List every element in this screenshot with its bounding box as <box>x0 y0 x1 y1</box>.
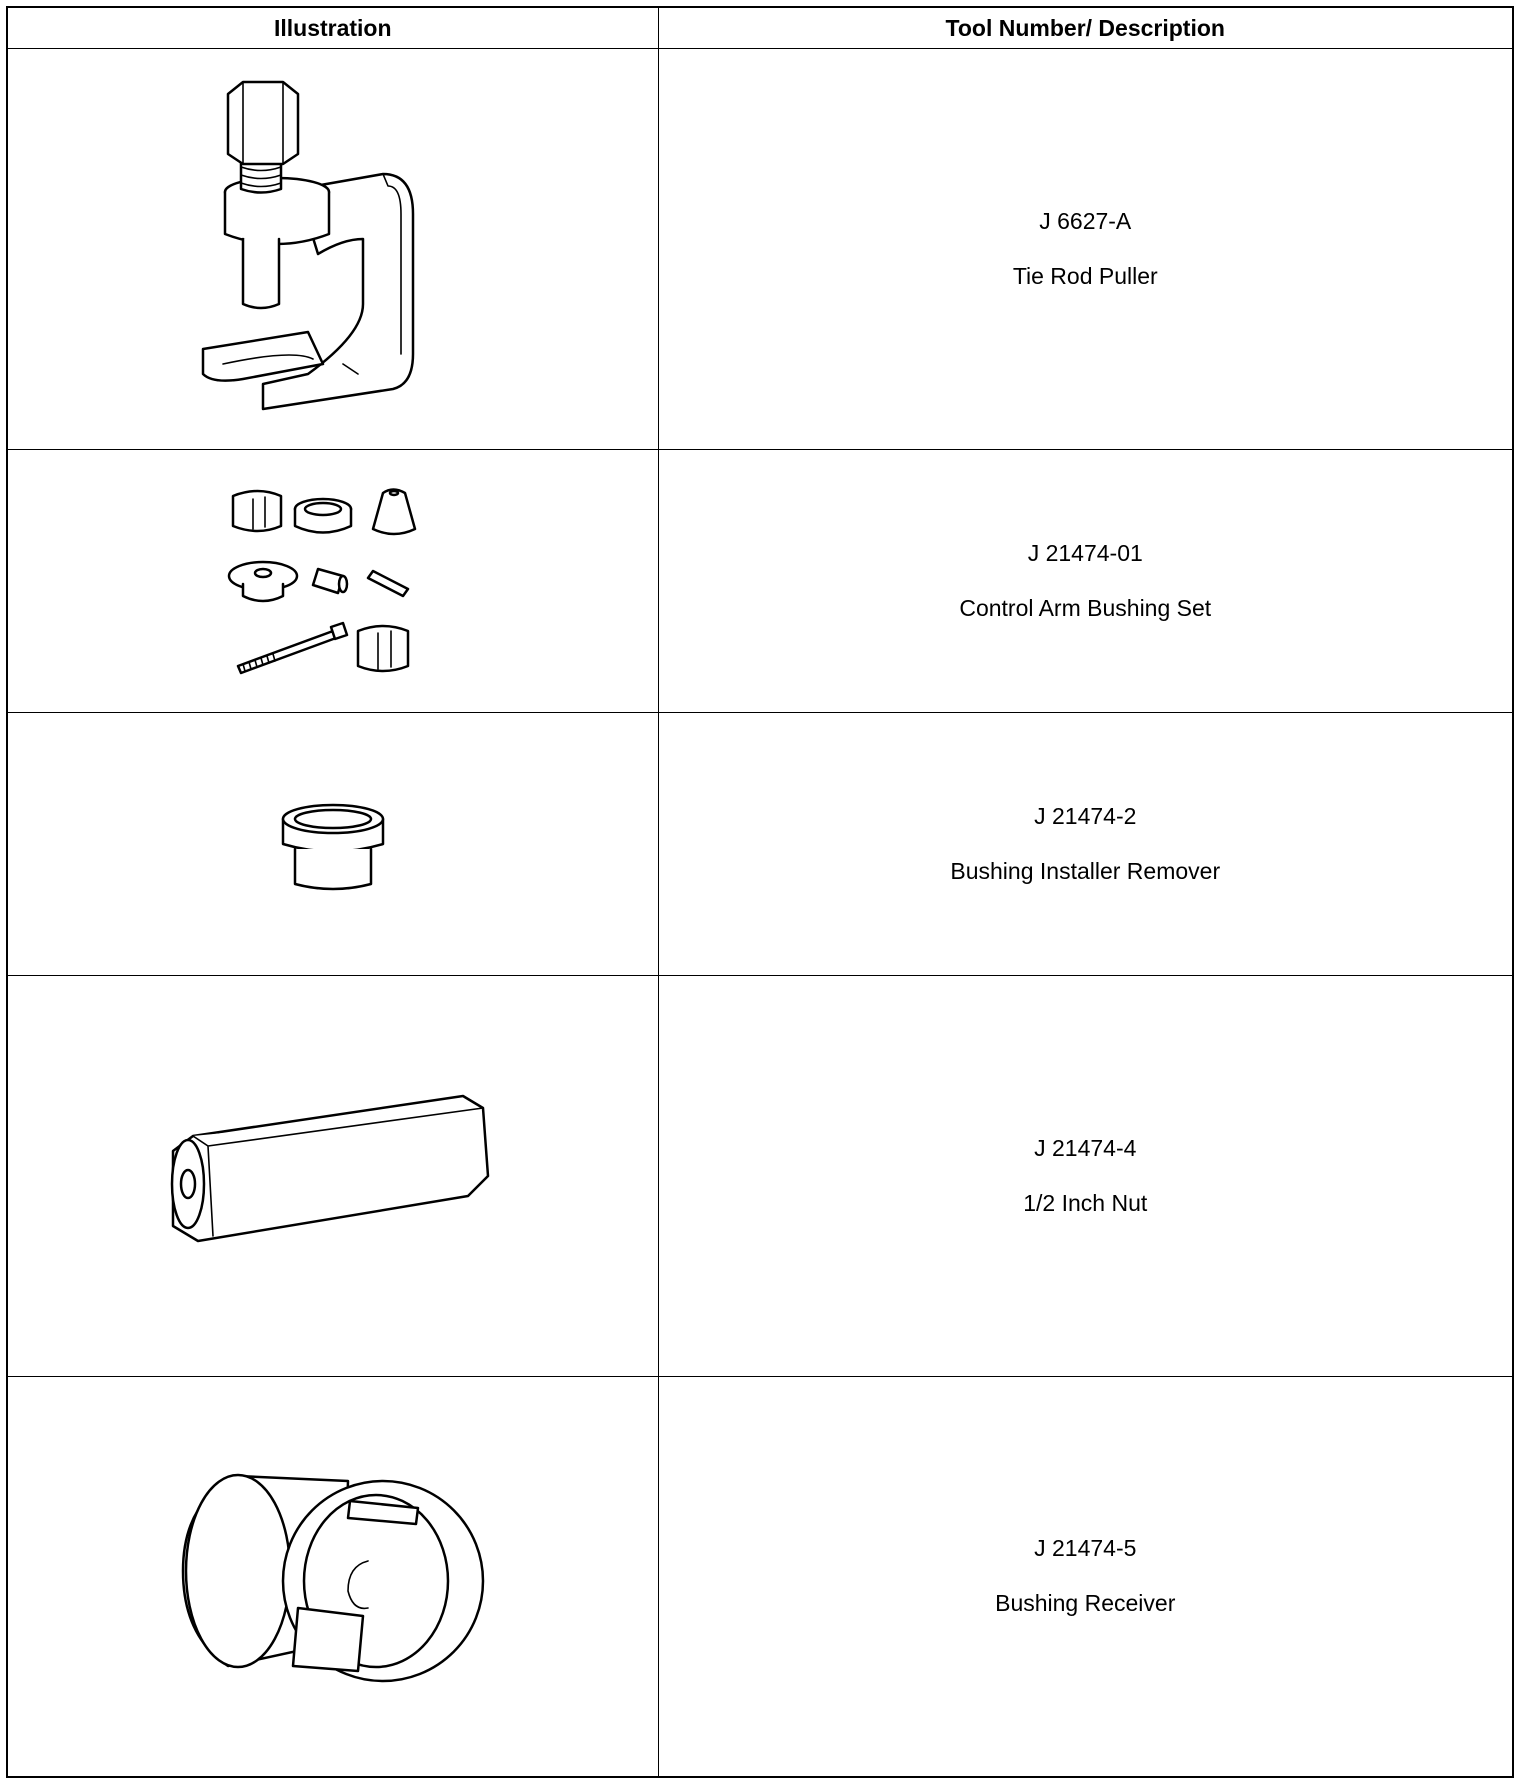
table-row <box>7 713 1513 976</box>
illustration-cell <box>7 976 658 1377</box>
tool-number: J 21474-5 <box>1034 1535 1137 1562</box>
tool-number: J 21474-2 <box>1034 803 1137 829</box>
tool-description-cell <box>658 450 1513 713</box>
tool-number: J 21474-4 <box>1034 1135 1137 1161</box>
special-tools-table <box>6 6 1514 1778</box>
tool-description-cell <box>658 976 1513 1377</box>
illustration-cell <box>7 1377 658 1777</box>
table-row <box>7 976 1513 1377</box>
tool-description: Bushing Receiver <box>995 1590 1176 1617</box>
tool-description: Tie Rod Puller <box>1012 263 1158 289</box>
tool-description-cell <box>658 49 1513 450</box>
hex-nut-icon <box>158 1086 508 1266</box>
header-tool-description: Tool Number/ Description <box>658 7 1513 49</box>
illustration-cell <box>7 49 658 450</box>
table-header-row <box>7 7 1513 49</box>
illustration-cell <box>7 713 658 976</box>
bushing-installer-icon <box>263 789 403 899</box>
tool-description: 1/2 Inch Nut <box>1023 1190 1148 1216</box>
bushing-receiver-icon <box>168 1466 498 1686</box>
tool-description: Control Arm Bushing Set <box>959 595 1212 621</box>
tool-description-cell <box>658 713 1513 976</box>
table-row <box>7 49 1513 450</box>
table-row <box>7 1377 1513 1777</box>
tool-description-cell <box>658 1377 1513 1777</box>
table-row <box>7 450 1513 713</box>
header-illustration: Illustration <box>7 7 658 49</box>
bushing-set-icon <box>223 481 443 681</box>
tool-number: J 6627-A <box>1039 208 1132 234</box>
illustration-cell <box>7 450 658 713</box>
tool-description: Bushing Installer Remover <box>950 858 1221 884</box>
tool-number: J 21474-01 <box>1027 540 1143 566</box>
tie-rod-puller-icon <box>183 64 483 434</box>
